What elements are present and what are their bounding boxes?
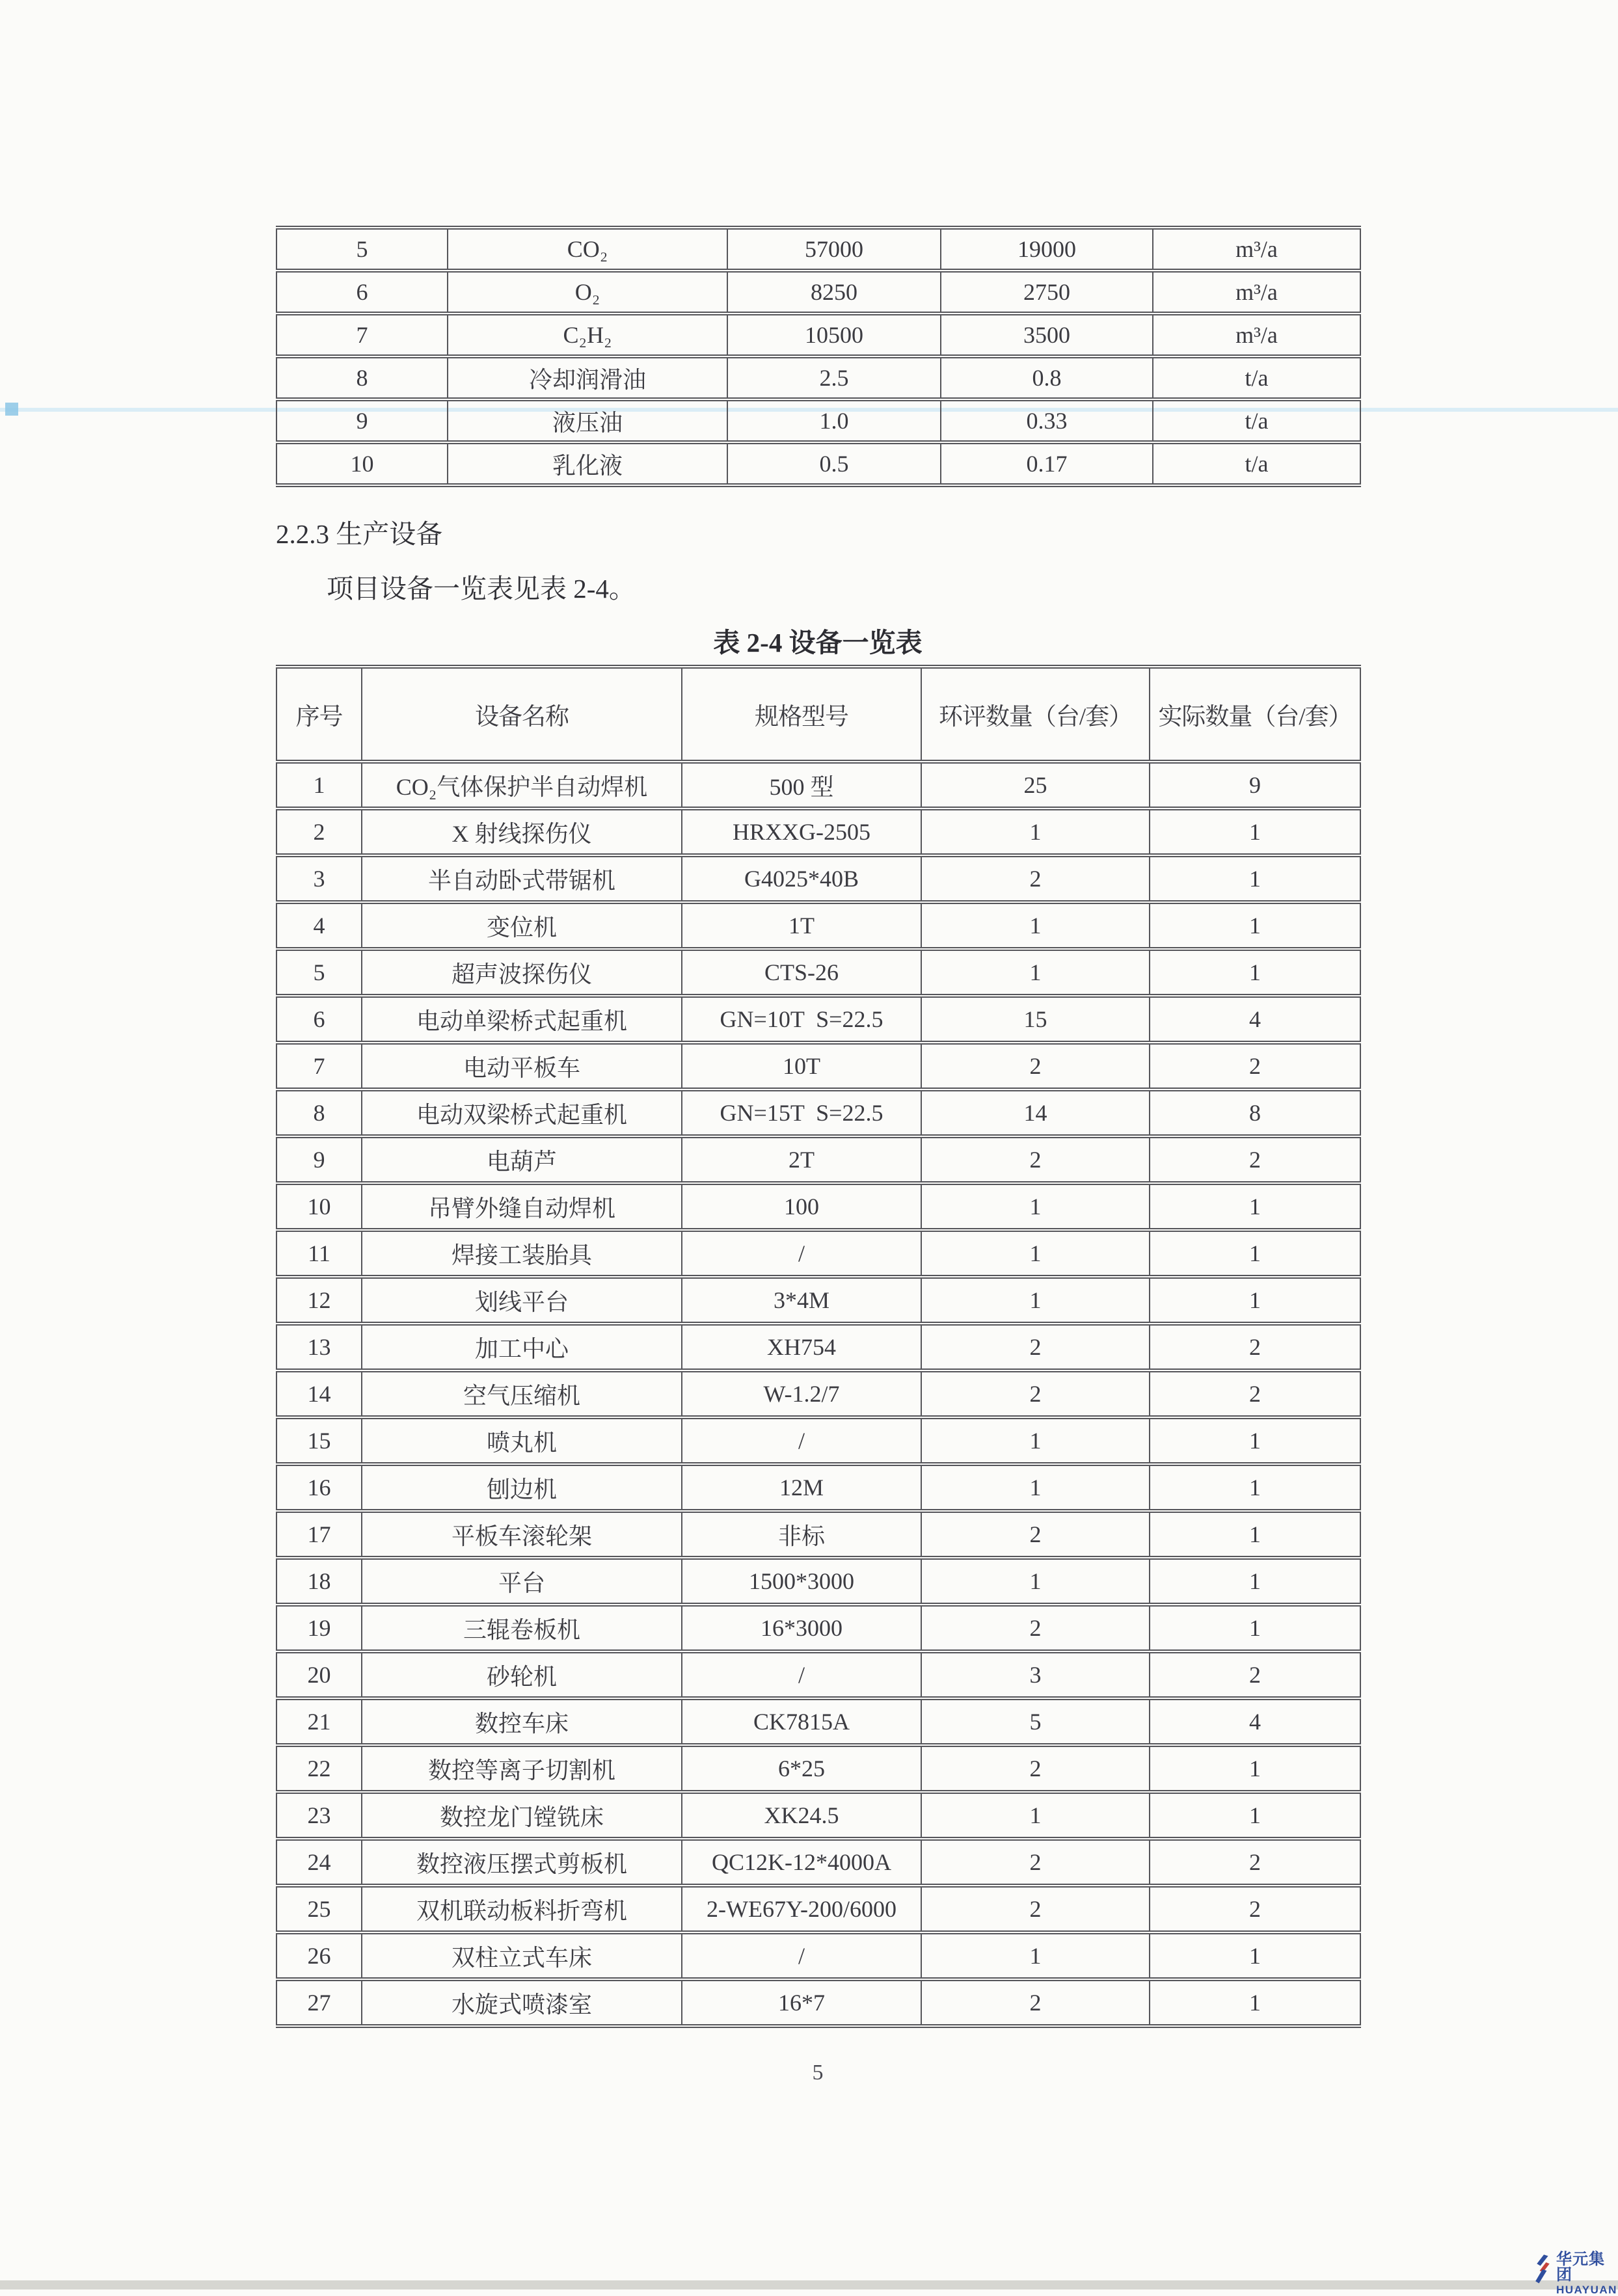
actual-quantity: 1 [1150, 1417, 1360, 1464]
equipment-row [276, 1605, 1360, 1651]
spec-model: / [682, 1417, 921, 1464]
actual-quantity: 2 [1150, 1886, 1360, 1932]
spec-model: 10T [682, 1043, 921, 1089]
ev-quantity: 1 [921, 808, 1150, 855]
equipment-row [276, 1698, 1360, 1745]
ev-quantity: 2 [921, 1043, 1150, 1089]
spec-model: / [682, 1932, 921, 1979]
spec-model: CK7815A [682, 1698, 921, 1745]
serial-number: 5 [276, 949, 362, 996]
serial-number: 7 [276, 1043, 362, 1089]
ev-quantity: 2 [921, 1745, 1150, 1792]
equipment-row [276, 1932, 1360, 1979]
equipment-name: 喷丸机 [362, 1417, 682, 1464]
value-1: 57000 [727, 228, 941, 271]
actual-quantity: 1 [1150, 1183, 1360, 1230]
spec-model: G4025*40B [682, 855, 921, 902]
spec-model: XH754 [682, 1324, 921, 1370]
ev-quantity: 1 [921, 1183, 1150, 1230]
serial-number: 10 [276, 442, 448, 485]
ev-quantity: 1 [921, 1417, 1150, 1464]
ev-quantity: 2 [921, 1979, 1150, 2026]
unit: t/a [1153, 442, 1360, 485]
header-equipment-name: 设备名称 [362, 667, 682, 762]
table-caption: 表 2-4 设备一览表 [713, 628, 923, 658]
spec-model: QC12K-12*4000A [682, 1839, 921, 1886]
equipment-header-row [276, 667, 1360, 762]
ev-quantity: 2 [921, 1839, 1150, 1886]
spec-model: 12M [682, 1464, 921, 1511]
unit: m³/a [1153, 228, 1360, 271]
ev-quantity: 2 [921, 1886, 1150, 1932]
page-number: 5 [812, 2061, 824, 2085]
actual-quantity: 2 [1150, 1136, 1360, 1183]
spec-model: 100 [682, 1183, 921, 1230]
equipment-name: 变位机 [362, 902, 682, 949]
actual-quantity: 1 [1150, 1792, 1360, 1839]
spec-model: 500 型 [682, 762, 921, 808]
value-2: 19000 [941, 228, 1153, 271]
ev-quantity: 5 [921, 1698, 1150, 1745]
equipment-name: 电动平板车 [362, 1043, 682, 1089]
equipment-row [276, 1183, 1360, 1230]
equipment-name: 双机联动板料折弯机 [362, 1886, 682, 1932]
equipment-name: 超声波探伤仪 [362, 949, 682, 996]
material-name: C₂H₂ [448, 314, 727, 356]
equipment-row [276, 1370, 1360, 1417]
spec-model: / [682, 1230, 921, 1277]
equipment-row [276, 1792, 1360, 1839]
equipment-name: 水旋式喷漆室 [362, 1979, 682, 2026]
unit: t/a [1153, 399, 1360, 442]
serial-number: 20 [276, 1651, 362, 1698]
spec-model: 2-WE67Y-200/6000 [682, 1886, 921, 1932]
material-name: CO₂ [448, 228, 727, 271]
equipment-row [276, 996, 1360, 1043]
serial-number: 5 [276, 228, 448, 271]
equipment-row [276, 1558, 1360, 1605]
section-heading: 2.2.3 生产设备 [276, 519, 443, 549]
equipment-name: 划线平台 [362, 1277, 682, 1324]
serial-number: 1 [276, 762, 362, 808]
equipment-row [276, 1089, 1360, 1136]
actual-quantity: 2 [1150, 1324, 1360, 1370]
serial-number: 23 [276, 1792, 362, 1839]
serial-number: 26 [276, 1932, 362, 1979]
ev-quantity: 1 [921, 1230, 1150, 1277]
spec-model: 6*25 [682, 1745, 921, 1792]
spec-model: 16*7 [682, 1979, 921, 2026]
equipment-name: 电葫芦 [362, 1136, 682, 1183]
ev-quantity: 2 [921, 855, 1150, 902]
ev-quantity: 25 [921, 762, 1150, 808]
equipment-row [276, 1839, 1360, 1886]
ev-quantity: 2 [921, 1136, 1150, 1183]
equipment-row [276, 1745, 1360, 1792]
materials-row [276, 399, 1360, 442]
equipment-row [276, 1277, 1360, 1324]
actual-quantity: 1 [1150, 902, 1360, 949]
serial-number: 6 [276, 271, 448, 314]
value-2: 0.33 [941, 399, 1153, 442]
equipment-row [276, 1043, 1360, 1089]
spec-model: 非标 [682, 1511, 921, 1558]
equipment-row [276, 855, 1360, 902]
actual-quantity: 4 [1150, 996, 1360, 1043]
material-name: O₂ [448, 271, 727, 314]
equipment-name: 平台 [362, 1558, 682, 1605]
actual-quantity: 8 [1150, 1089, 1360, 1136]
header-serial-number: 序号 [276, 667, 362, 762]
serial-number: 15 [276, 1417, 362, 1464]
spec-model: CTS-26 [682, 949, 921, 996]
equipment-row [276, 1511, 1360, 1558]
spec-model: GN=10T S=22.5 [682, 996, 921, 1043]
equipment-row [276, 902, 1360, 949]
serial-number: 9 [276, 399, 448, 442]
serial-number: 13 [276, 1324, 362, 1370]
unit: t/a [1153, 356, 1360, 399]
equipment-name: 加工中心 [362, 1324, 682, 1370]
company-logo [1534, 2252, 1618, 2295]
actual-quantity: 4 [1150, 1698, 1360, 1745]
huayuan-lightning-icon [1534, 2254, 1552, 2284]
material-name: 乳化液 [448, 442, 727, 485]
equipment-row [276, 762, 1360, 808]
equipment-name: 砂轮机 [362, 1651, 682, 1698]
actual-quantity: 1 [1150, 1605, 1360, 1651]
equipment-name: CO₂气体保护半自动焊机 [362, 762, 682, 808]
spec-model: W-1.2/7 [682, 1370, 921, 1417]
actual-quantity: 1 [1150, 949, 1360, 996]
equipment-table [276, 665, 1361, 2028]
header-actual-quantity: 实际数量（台/套） [1150, 667, 1360, 762]
spec-model: HRXXG-2505 [682, 808, 921, 855]
ev-quantity: 1 [921, 1792, 1150, 1839]
equipment-name: 数控龙门镗铣床 [362, 1792, 682, 1839]
ev-quantity: 1 [921, 1558, 1150, 1605]
ev-quantity: 2 [921, 1511, 1150, 1558]
equipment-row [276, 1651, 1360, 1698]
serial-number: 21 [276, 1698, 362, 1745]
equipment-row [276, 1417, 1360, 1464]
actual-quantity: 1 [1150, 1464, 1360, 1511]
value-1: 0.5 [727, 442, 941, 485]
equipment-name: 三辊卷板机 [362, 1605, 682, 1651]
ev-quantity: 1 [921, 902, 1150, 949]
actual-quantity: 2 [1150, 1370, 1360, 1417]
serial-number: 9 [276, 1136, 362, 1183]
ev-quantity: 1 [921, 1932, 1150, 1979]
serial-number: 19 [276, 1605, 362, 1651]
actual-quantity: 1 [1150, 1558, 1360, 1605]
serial-number: 12 [276, 1277, 362, 1324]
value-2: 3500 [941, 314, 1153, 356]
serial-number: 14 [276, 1370, 362, 1417]
ev-quantity: 1 [921, 949, 1150, 996]
serial-number: 22 [276, 1745, 362, 1792]
equipment-name: 双柱立式车床 [362, 1932, 682, 1979]
equipment-name: 吊臂外缝自动焊机 [362, 1183, 682, 1230]
actual-quantity: 2 [1150, 1651, 1360, 1698]
serial-number: 8 [276, 356, 448, 399]
scan-bottom-edge [0, 2280, 1618, 2289]
equipment-name: 平板车滚轮架 [362, 1511, 682, 1558]
materials-table [276, 226, 1361, 487]
actual-quantity: 1 [1150, 1511, 1360, 1558]
materials-row [276, 228, 1360, 271]
actual-quantity: 2 [1150, 1839, 1360, 1886]
ev-quantity: 14 [921, 1089, 1150, 1136]
logo-text-cn: 华元集团 [1556, 2250, 1605, 2284]
actual-quantity: 9 [1150, 762, 1360, 808]
serial-number: 11 [276, 1230, 362, 1277]
equipment-row [276, 1464, 1360, 1511]
unit: m³/a [1153, 314, 1360, 356]
ev-quantity: 2 [921, 1370, 1150, 1417]
unit: m³/a [1153, 271, 1360, 314]
serial-number: 6 [276, 996, 362, 1043]
value-1: 10500 [727, 314, 941, 356]
spec-model: 1500*3000 [682, 1558, 921, 1605]
ev-quantity: 2 [921, 1605, 1150, 1651]
actual-quantity: 1 [1150, 1745, 1360, 1792]
value-2: 2750 [941, 271, 1153, 314]
spec-model: 1T [682, 902, 921, 949]
serial-number: 4 [276, 902, 362, 949]
spec-model: 3*4M [682, 1277, 921, 1324]
equipment-name: 空气压缩机 [362, 1370, 682, 1417]
materials-row [276, 442, 1360, 485]
materials-row [276, 356, 1360, 399]
ev-quantity: 1 [921, 1464, 1150, 1511]
value-1: 2.5 [727, 356, 941, 399]
materials-row [276, 271, 1360, 314]
equipment-name: X 射线探伤仪 [362, 808, 682, 855]
spec-model: 2T [682, 1136, 921, 1183]
equipment-name: 电动单梁桥式起重机 [362, 996, 682, 1043]
equipment-name: 数控液压摆式剪板机 [362, 1839, 682, 1886]
spec-model: / [682, 1651, 921, 1698]
header-spec-model: 规格型号 [682, 667, 921, 762]
equipment-row [276, 1886, 1360, 1932]
ev-quantity: 2 [921, 1324, 1150, 1370]
value-2: 0.17 [941, 442, 1153, 485]
logo-text [1556, 2252, 1618, 2295]
material-name: 液压油 [448, 399, 727, 442]
equipment-name: 电动双梁桥式起重机 [362, 1089, 682, 1136]
ev-quantity: 3 [921, 1651, 1150, 1698]
equipment-row [276, 1324, 1360, 1370]
serial-number: 3 [276, 855, 362, 902]
equipment-row [276, 808, 1360, 855]
serial-number: 17 [276, 1511, 362, 1558]
actual-quantity: 2 [1150, 1043, 1360, 1089]
equipment-row [276, 1979, 1360, 2026]
value-1: 1.0 [727, 399, 941, 442]
spec-model: GN=15T S=22.5 [682, 1089, 921, 1136]
actual-quantity: 1 [1150, 1979, 1360, 2026]
serial-number: 7 [276, 314, 448, 356]
serial-number: 25 [276, 1886, 362, 1932]
actual-quantity: 1 [1150, 1230, 1360, 1277]
value-1: 8250 [727, 271, 941, 314]
serial-number: 18 [276, 1558, 362, 1605]
serial-number: 8 [276, 1089, 362, 1136]
actual-quantity: 1 [1150, 855, 1360, 902]
intro-paragraph: 项目设备一览表见表 2-4。 [327, 574, 636, 604]
equipment-name: 数控车床 [362, 1698, 682, 1745]
ev-quantity: 15 [921, 996, 1150, 1043]
actual-quantity: 1 [1150, 1277, 1360, 1324]
logo-text-en: HUAYUAN [1556, 2284, 1617, 2296]
equipment-row [276, 1230, 1360, 1277]
actual-quantity: 1 [1150, 808, 1360, 855]
equipment-row [276, 1136, 1360, 1183]
spec-model: 16*3000 [682, 1605, 921, 1651]
serial-number: 24 [276, 1839, 362, 1886]
equipment-name: 数控等离子切割机 [362, 1745, 682, 1792]
header-ev-quantity: 环评数量（台/套） [921, 667, 1150, 762]
actual-quantity: 1 [1150, 1932, 1360, 1979]
serial-number: 2 [276, 808, 362, 855]
material-name: 冷却润滑油 [448, 356, 727, 399]
materials-row [276, 314, 1360, 356]
serial-number: 27 [276, 1979, 362, 2026]
equipment-row [276, 949, 1360, 996]
equipment-name: 焊接工装胎具 [362, 1230, 682, 1277]
serial-number: 16 [276, 1464, 362, 1511]
scan-blue-mark [5, 403, 18, 416]
value-2: 0.8 [941, 356, 1153, 399]
equipment-name: 刨边机 [362, 1464, 682, 1511]
serial-number: 10 [276, 1183, 362, 1230]
ev-quantity: 1 [921, 1277, 1150, 1324]
equipment-name: 半自动卧式带锯机 [362, 855, 682, 902]
spec-model: XK24.5 [682, 1792, 921, 1839]
